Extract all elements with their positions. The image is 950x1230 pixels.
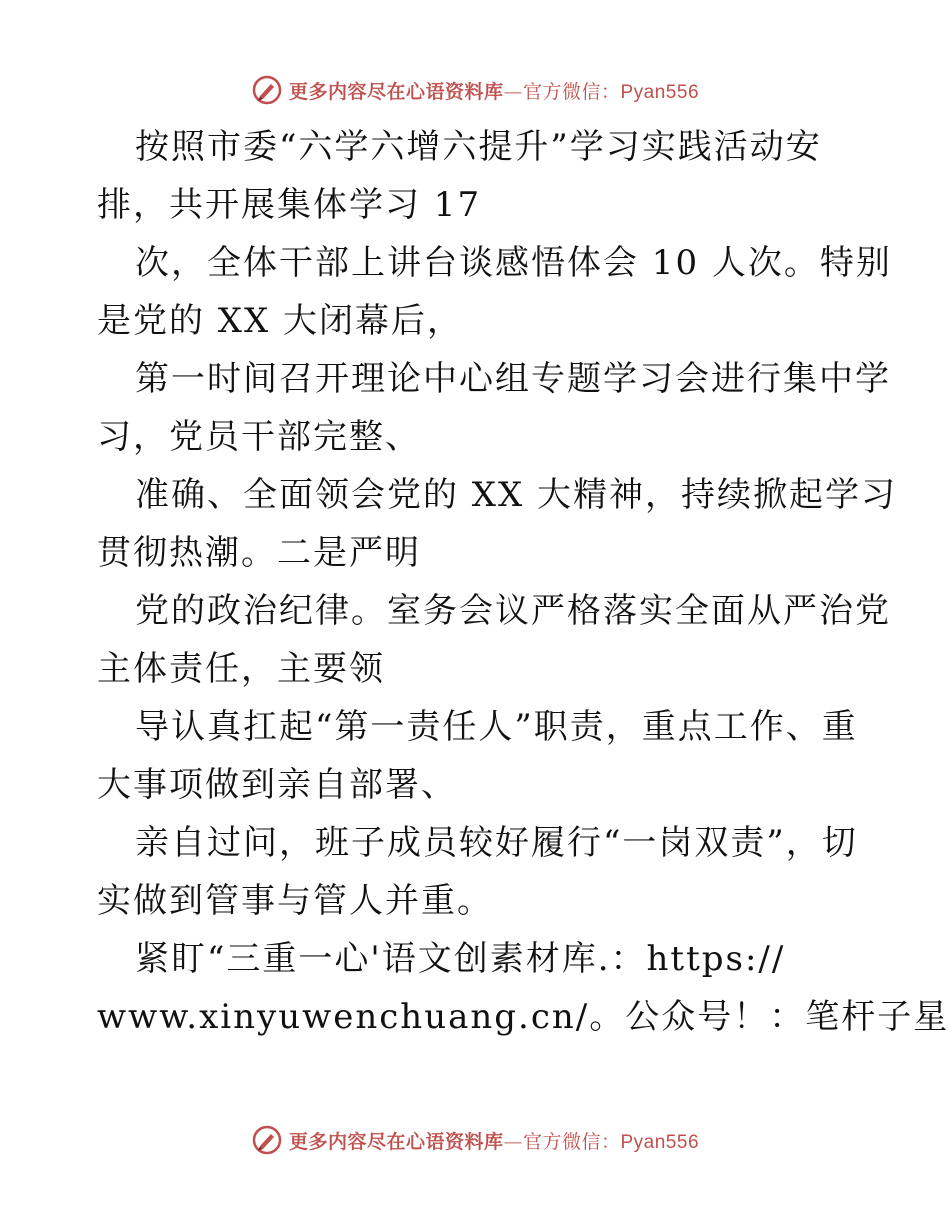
text-line: 主体责任，主要领 bbox=[97, 649, 385, 689]
banner-content bbox=[251, 74, 699, 106]
text-line: 导认真扛起“第一责任人”职责，重点工作、重 bbox=[135, 707, 858, 747]
footer-banner bbox=[0, 1120, 950, 1160]
banner-text bbox=[289, 1127, 699, 1154]
banner-text bbox=[289, 77, 699, 104]
text-line: 贯彻热潮。二是严明 bbox=[97, 533, 421, 573]
text-line: 党的政治纪律。室务会议严格落实全面从严治党 bbox=[135, 591, 891, 631]
banner-dash: — bbox=[503, 1130, 523, 1153]
banner-wechat-id: Pyan556 bbox=[620, 1131, 700, 1153]
pen-logo-icon bbox=[251, 74, 283, 106]
header-banner bbox=[0, 70, 950, 110]
text-line: 实做到管事与管人并重。 bbox=[97, 881, 493, 921]
text-line: 习，党员干部完整、 bbox=[97, 417, 421, 457]
text-line: 第一时间召开理论中心组专题学习会进行集中学 bbox=[135, 359, 891, 399]
document-body bbox=[97, 118, 950, 1046]
banner-dash: — bbox=[503, 80, 523, 103]
text-line: 亲自过问，班子成员较好履行“一岗双责”，切 bbox=[135, 823, 858, 863]
text-line: 紧盯“三重一心'语文创素材库.：https:// bbox=[135, 939, 786, 979]
banner-brand: 更多内容尽在心语资料库 bbox=[288, 1130, 504, 1153]
banner-label: 官方微信： bbox=[522, 1130, 621, 1153]
text-line: 按照市委“六学六增六提升”学习实践活动安 bbox=[135, 127, 822, 167]
banner-wechat-id: Pyan556 bbox=[620, 81, 700, 103]
text-line: www.xinyuwenchuang.cn/。公众号！：笔杆子星 bbox=[97, 997, 950, 1037]
banner-content bbox=[251, 1124, 699, 1156]
text-line: 排，共开展集体学习 17 bbox=[97, 185, 482, 225]
text-line: 准确、全面领会党的 XX 大精神，持续掀起学习 bbox=[135, 475, 898, 515]
banner-label: 官方微信： bbox=[522, 80, 621, 103]
text-line: 是党的 XX 大闭幕后， bbox=[97, 301, 464, 341]
text-line: 次，全体干部上讲台谈感悟体会 10 人次。特别 bbox=[135, 243, 892, 283]
pen-logo-icon bbox=[251, 1124, 283, 1156]
text-line: 大事项做到亲自部署、 bbox=[97, 765, 457, 805]
banner-brand: 更多内容尽在心语资料库 bbox=[288, 80, 504, 103]
